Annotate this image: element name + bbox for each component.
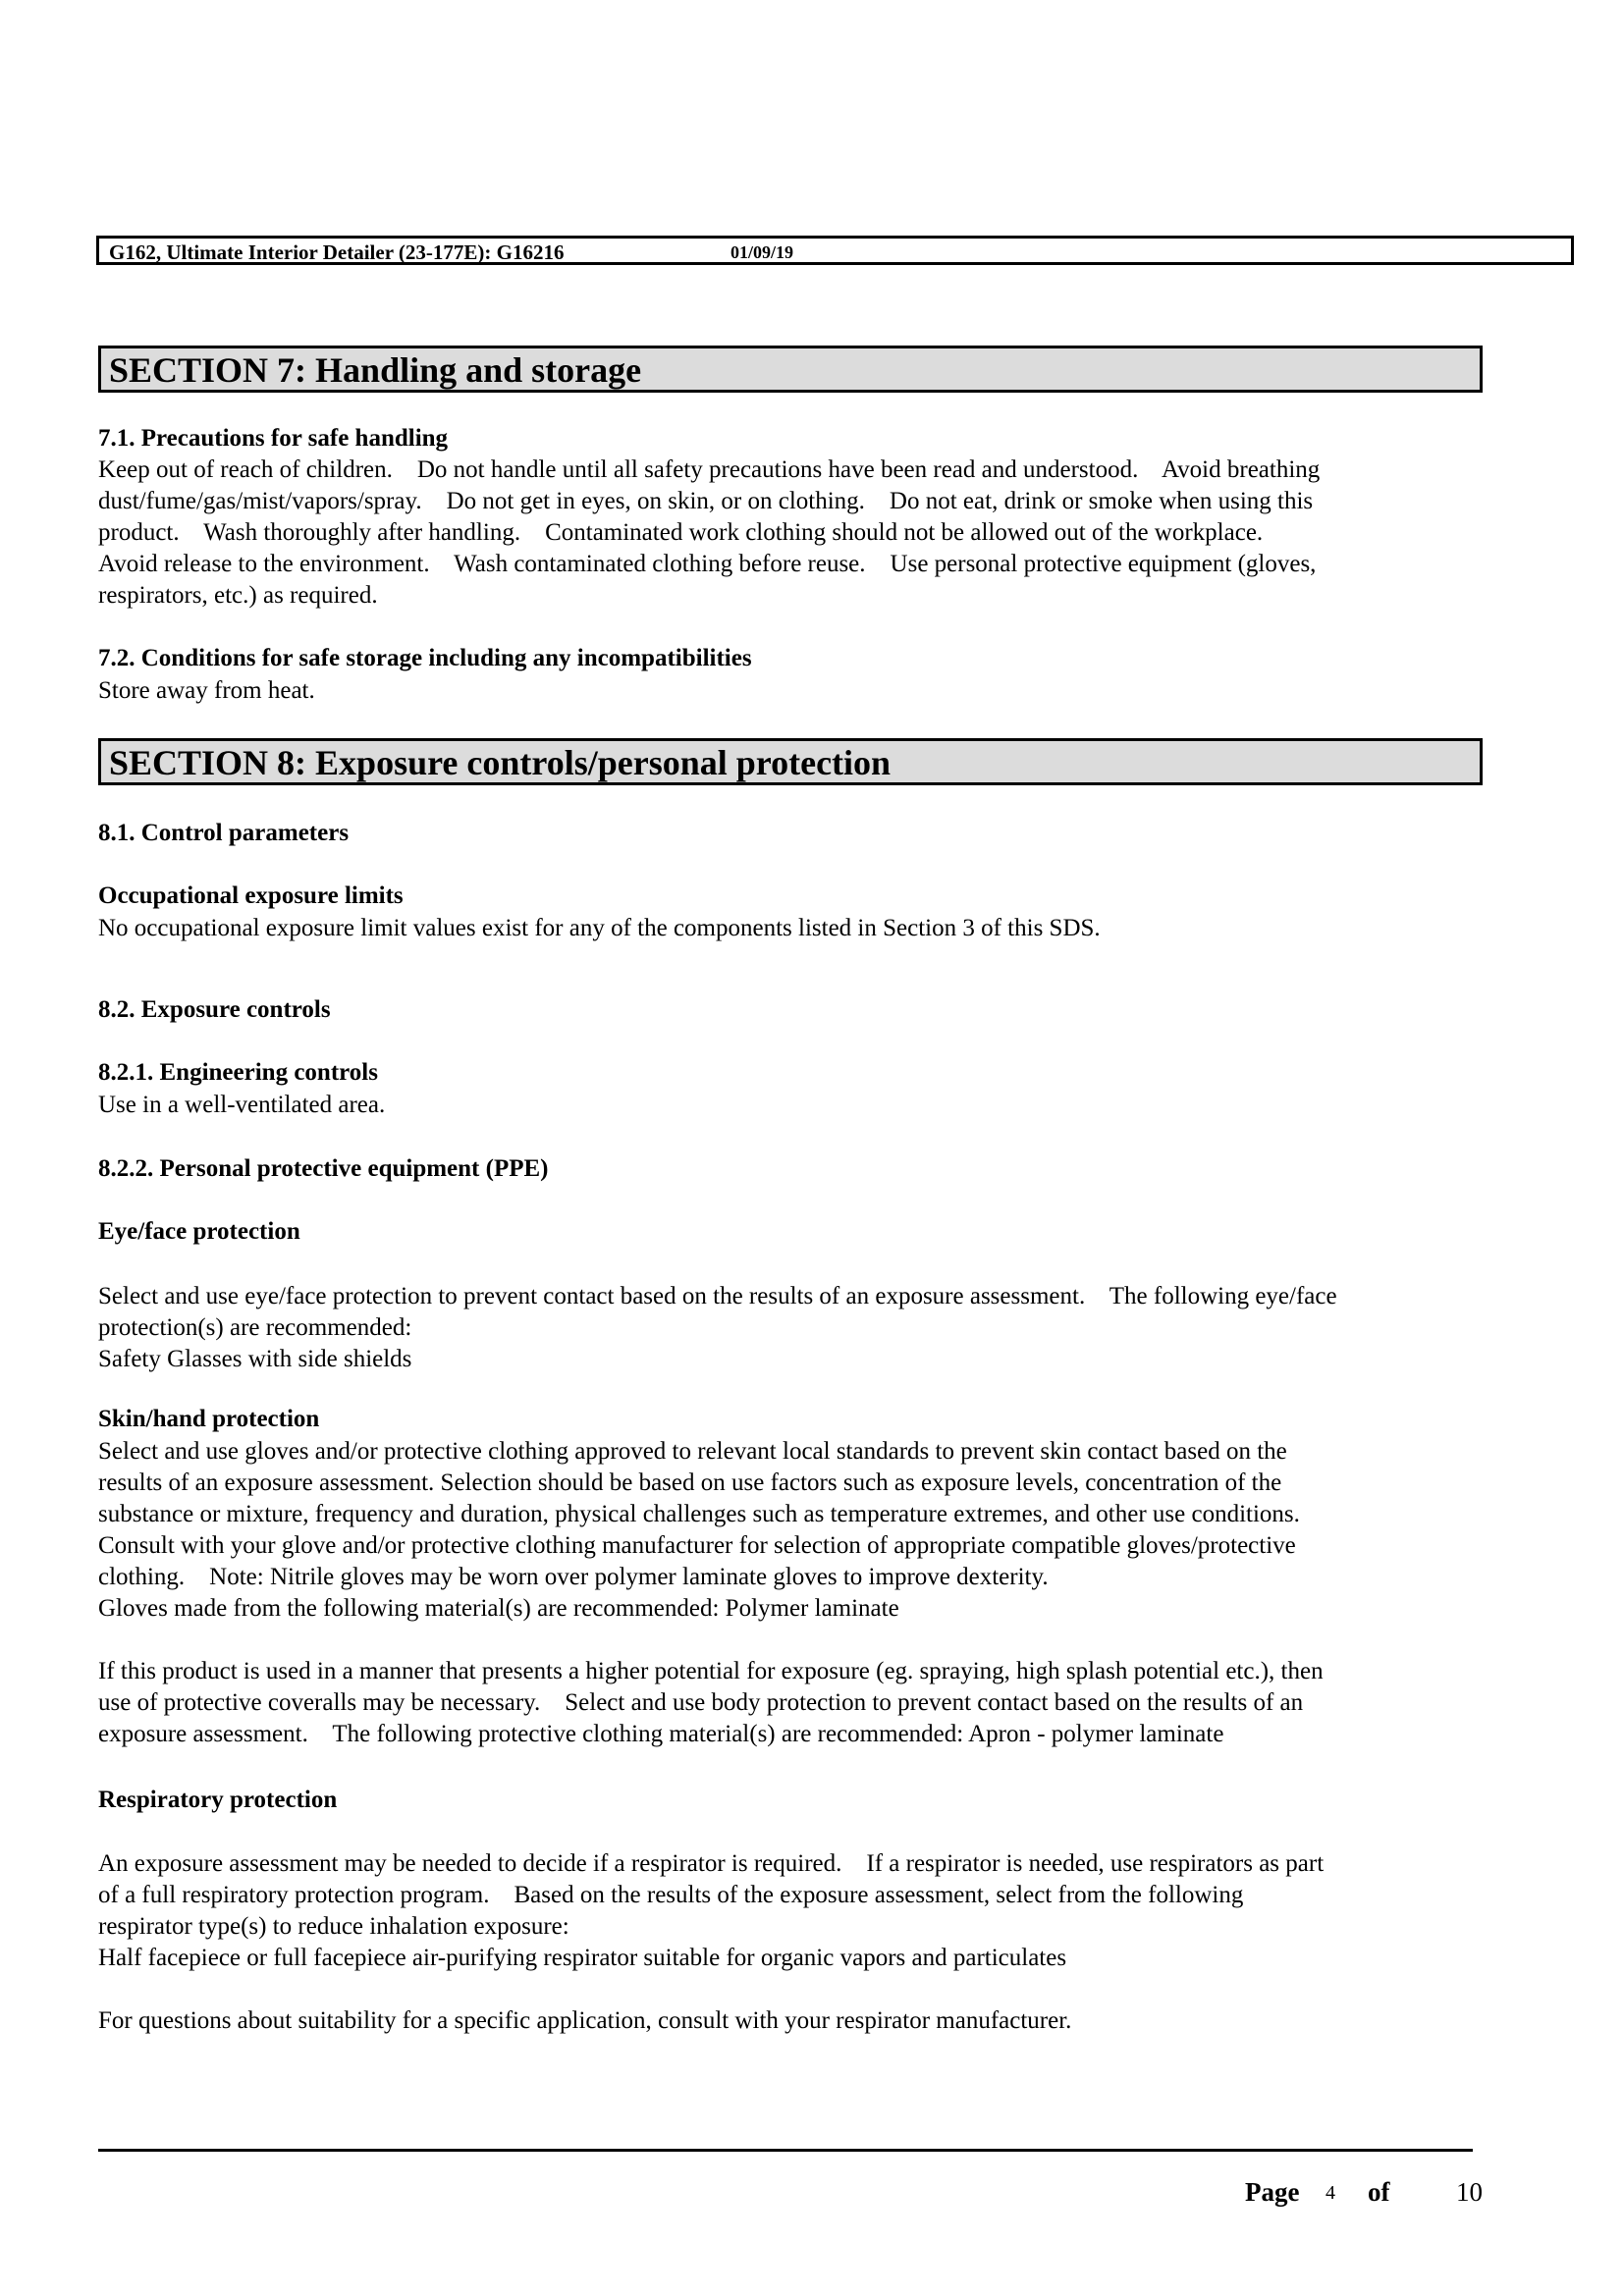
revision-date: 01/09/19 (730, 242, 794, 262)
coveralls-text (98, 1656, 1492, 1750)
text-line: Select and use gloves and/or protective clothing approved to relevant local standards to prevent skin contact based on the (98, 1438, 1287, 1465)
of-label: of (1368, 2177, 1390, 2207)
text-line: respirator type(s) to reduce inhalation exposure: (98, 1913, 569, 1940)
eye-face-heading: Eye/face protection (98, 1218, 300, 1245)
text-line: Safety Glasses with side shields (98, 1346, 412, 1372)
eye-face-text (98, 1281, 1492, 1375)
text-line: substance or mixture, frequency and duration, physical challenges such as temperature extremes, and other use conditions. (98, 1501, 1300, 1527)
total-pages: 10 (1456, 2177, 1483, 2207)
section-8-2-2-heading: 8.2.2. Personal protective equipment (PPE) (98, 1155, 549, 1182)
page-label: Page (1245, 2177, 1300, 2207)
text-line: Avoid release to the environment. Wash contaminated clothing before reuse. Use personal protective equipment (gloves, (98, 551, 1317, 577)
text-line: of a full respiratory protection program. Based on the results of the exposure assessment, select from the following (98, 1882, 1244, 1908)
section-7-2-heading: 7.2. Conditions for safe storage including any incompatibilities (98, 645, 752, 671)
section-7-1-heading: 7.1. Precautions for safe handling (98, 425, 449, 452)
respiratory-text (98, 1848, 1492, 1974)
section-8-title: SECTION 8: Exposure controls/personal protection (98, 738, 1483, 785)
page-indicator (1245, 2177, 1299, 2208)
text-line: Gloves made from the following material(s) are recommended: Polymer laminate (98, 1595, 899, 1622)
text-line: Consult with your glove and/or protective clothing manufacturer for selection of appropriate compatible gloves/protective (98, 1532, 1296, 1559)
document-header (96, 236, 1574, 265)
text-line: respirators, etc.) as required. (98, 582, 378, 609)
text-line: exposure assessment. The following protective clothing material(s) are recommended: Apron - polymer laminate (98, 1721, 1224, 1747)
text-line: Keep out of reach of children. Do not handle until all safety precautions have been read and understood. Avoid breathing (98, 456, 1321, 483)
respiratory-final-text: For questions about suitability for a specific application, consult with your respirator manufacturer. (98, 2007, 1072, 2034)
text-line: dust/fume/gas/mist/vapors/spray. Do not get in eyes, on skin, or on clothing. Do not eat, drink or smoke when using this (98, 488, 1314, 514)
text-line: clothing. Note: Nitrile gloves may be worn over polymer laminate gloves to improve dexterity. (98, 1564, 1049, 1590)
text-line: protection(s) are recommended: (98, 1314, 412, 1341)
section-8-2-1-text: Use in a well-ventilated area. (98, 1092, 386, 1118)
product-identifier: G162, Ultimate Interior Detailer (23-177E): G16216 (109, 240, 565, 264)
section-8-2-heading: 8.2. Exposure controls (98, 996, 331, 1023)
text-line: use of protective coveralls may be necessary. Select and use body protection to prevent contact based on the results of an (98, 1689, 1304, 1716)
section-7-title: SECTION 7: Handling and storage (98, 346, 1483, 393)
text-line: results of an exposure assessment. Selection should be based on use factors such as exposure levels, concentration of the (98, 1469, 1282, 1496)
oel-heading: Occupational exposure limits (98, 882, 404, 909)
footer-divider (98, 2149, 1473, 2152)
text-line: Select and use eye/face protection to prevent contact based on the results of an exposure assessment. The following eye/face (98, 1283, 1337, 1309)
respiratory-heading: Respiratory protection (98, 1787, 338, 1813)
text-line: product. Wash thoroughly after handling. Contaminated work clothing should not be allowed out of the workplace. (98, 519, 1264, 546)
section-7-2-text: Store away from heat. (98, 677, 315, 704)
oel-text: No occupational exposure limit values exist for any of the components listed in Section 3 of this SDS. (98, 915, 1101, 941)
section-8-2-1-heading: 8.2.1. Engineering controls (98, 1059, 378, 1086)
page-number: 4 (1325, 2182, 1335, 2204)
skin-hand-text (98, 1436, 1492, 1625)
skin-hand-heading: Skin/hand protection (98, 1406, 320, 1432)
text-line: If this product is used in a manner that presents a higher potential for exposure (eg. spraying, high splash potential etc.), then (98, 1658, 1324, 1684)
text-line: An exposure assessment may be needed to decide if a respirator is required. If a respirator is needed, use respirators as part (98, 1850, 1325, 1877)
section-8-1-heading: 8.1. Control parameters (98, 820, 350, 846)
text-line: Half facepiece or full facepiece air-purifying respirator suitable for organic vapors and particulates (98, 1945, 1067, 1971)
section-7-1-text (98, 454, 1492, 612)
